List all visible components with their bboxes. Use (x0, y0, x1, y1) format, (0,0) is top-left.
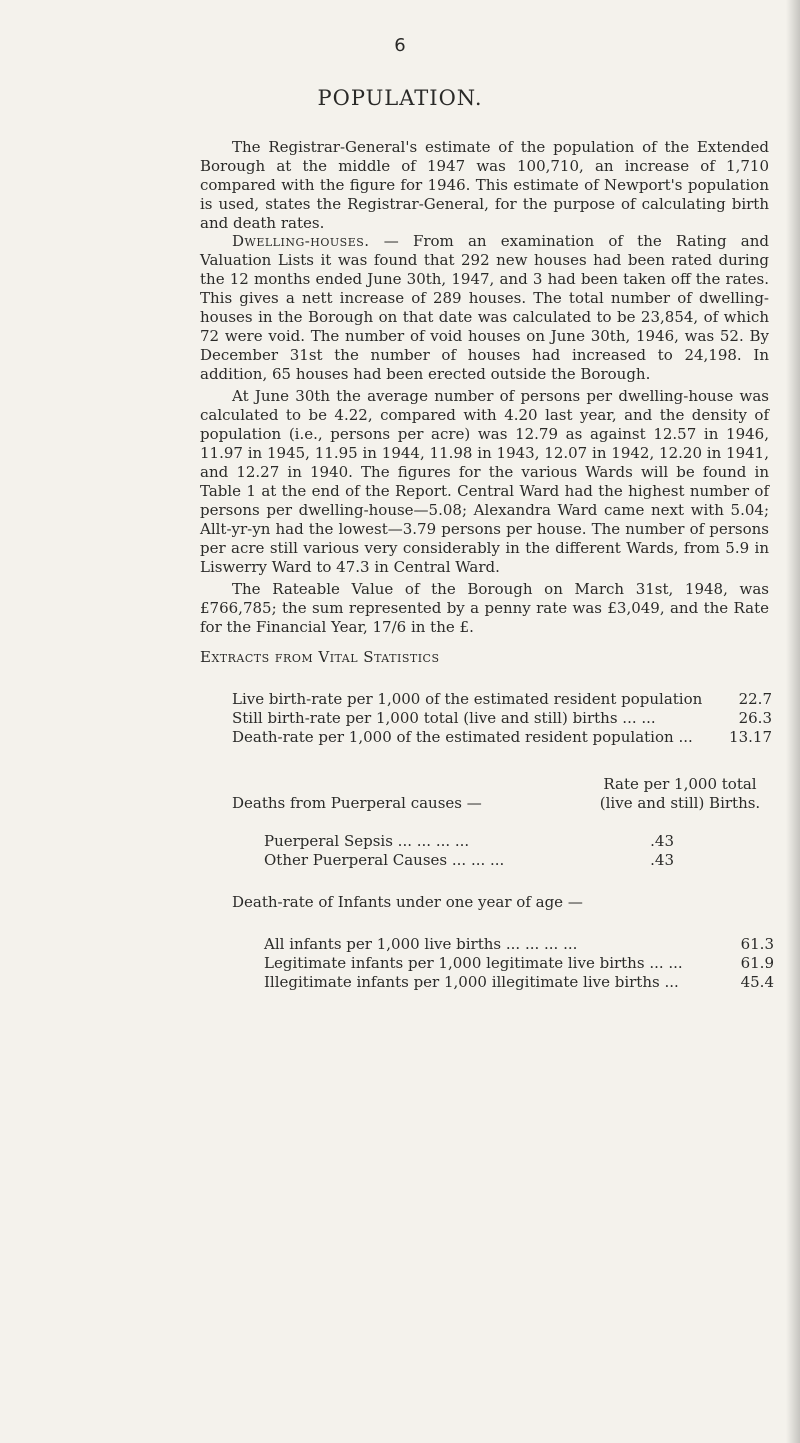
legitimate-infants-value: 61.9 (740, 954, 774, 972)
density-paragraph (200, 387, 769, 577)
puerperal-rate-header-line1: Rate per 1,000 total (603, 775, 757, 793)
other-puerperal-label: Other Puerperal Causes ... ... ... (264, 851, 505, 869)
puerperal-title: Deaths from Puerperal causes — (232, 794, 482, 812)
intro-text: The Registrar-General's estimate of the population of the Extended Borough at the middle of 1947 was 100,710, an increase of 1,710 compared with the figure for 1946. This estimate of Newport's population is used, states the Registrar-General, for the purpose of calculating birth and death rates. (200, 138, 769, 232)
puerperal-rate-header-line2: (live and still) Births. (599, 794, 761, 812)
puerperal-sepsis-row (264, 832, 674, 851)
death-rate-row (232, 728, 772, 747)
still-birth-rate-label: Still birth-rate per 1,000 total (live and still) births ... ... (232, 709, 656, 727)
live-birth-rate-label: Live birth-rate per 1,000 of the estimated resident population (232, 690, 703, 708)
page-number: 6 (394, 35, 406, 56)
puerperal-sepsis-value: .43 (650, 832, 674, 850)
page-edge-shadow (786, 0, 800, 1443)
all-infants-row (264, 935, 774, 954)
vital-statistics-heading: Extracts from Vital Statistics (200, 648, 440, 666)
death-rate-label: Death-rate per 1,000 of the estimated resident population ... (232, 728, 693, 746)
density-text: At June 30th the average number of persons per dwelling-house was calculated to be 4.22, compared with 4.20 last year, and the density of population (i.e., persons per acre) was 12.79 as against 12.57 in 1946, 11.97 in 1945, 11.95 in 1944, 11.98 in 1943, 12.07 in 1942, 12.20 in 1941, and 12.27 in 1940. The figures for the various Wards will be found in Table 1 at the end of the Report. Central Ward had the highest number of persons per dwelling-house—5.08; Alexandra Ward came next with 5.04; Allt-yr-yn had the lowest—3.79 persons per house. The number of persons per acre still various very considerably in the different Wards, from 5.9 in Liswerry Ward to 47.3 in Central Ward. (200, 387, 769, 576)
still-birth-rate-row (232, 709, 772, 728)
legitimate-infants-row (264, 954, 774, 973)
rateable-value-text: The Rateable Value of the Borough on March 31st, 1948, was £766,785; the sum represented by a penny rate was £3,049, and the Rate for the Financial Year, 17/6 in the £. (200, 580, 769, 636)
legitimate-infants-label: Legitimate infants per 1,000 legitimate live births ... ... (264, 954, 683, 972)
death-rate-value: 13.17 (729, 728, 772, 746)
dwelling-houses-paragraph (200, 232, 769, 384)
dwelling-houses-text: — From an examination of the Rating and Valuation Lists it was found that 292 new houses had been rated during the 12 months ended June 30th, 1947, and 3 had been taken off the rates. This gives a nett increase of 289 houses. The total number of dwelling-houses in the Borough on that date was calculated to be 23,854, of which 72 were void. The number of void houses on June 30th, 1946, was 52. By December 31st the number of houses had increased to 24,198. In addition, 65 houses had been erected outside the Borough. (200, 232, 769, 383)
all-infants-value: 61.3 (740, 935, 774, 953)
live-birth-rate-value: 22.7 (738, 690, 772, 708)
all-infants-label: All infants per 1,000 live births ... ... ... ... (264, 935, 578, 953)
page-title: POPULATION. (317, 86, 483, 110)
puerperal-sepsis-label: Puerperal Sepsis ... ... ... ... (264, 832, 470, 850)
dwelling-houses-lead: Dwelling-houses. (232, 232, 370, 250)
illegitimate-infants-label: Illegitimate infants per 1,000 illegitimate live births ... (264, 973, 679, 991)
still-birth-rate-value: 26.3 (738, 709, 772, 727)
illegitimate-infants-value: 45.4 (740, 973, 774, 991)
infant-death-rate-title: Death-rate of Infants under one year of age — (232, 893, 583, 911)
illegitimate-infants-row (264, 973, 774, 992)
rateable-value-paragraph (200, 580, 769, 637)
intro-paragraph (200, 138, 769, 233)
other-puerperal-value: .43 (650, 851, 674, 869)
other-puerperal-row (264, 851, 674, 870)
live-birth-rate-row (232, 690, 772, 709)
